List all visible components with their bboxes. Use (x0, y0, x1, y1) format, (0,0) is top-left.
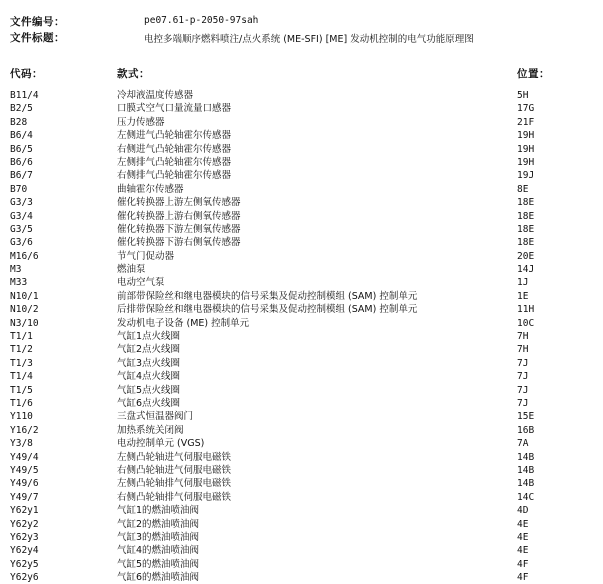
cell-desc: 左侧排气凸轮轴霍尔传感器 (117, 156, 232, 168)
cell-desc: 气缸3的燃油喷油阀 (117, 531, 200, 543)
cell-loc: 7J (517, 397, 529, 409)
cell-loc: 1J (517, 277, 529, 289)
table-row (0, 89, 603, 102)
cell-loc: 21F (517, 116, 535, 128)
column-header-location: 位置： (517, 68, 550, 80)
cell-loc: 7H (517, 331, 529, 343)
cell-desc: 催化转换器上游左侧氧传感器 (117, 197, 241, 209)
cell-loc: 14B (517, 478, 535, 490)
cell-desc: 三盘式恒温器阀门 (117, 411, 194, 423)
cell-desc: 曲轴霍尔传感器 (117, 183, 184, 195)
cell-code: B11/4 (10, 90, 39, 101)
table-row (0, 290, 603, 303)
cell-loc: 14C (517, 491, 535, 503)
cell-desc: 加热系统关闭阀 (117, 424, 184, 436)
cell-loc: 7J (517, 357, 529, 369)
cell-code: G3/3 (10, 197, 33, 209)
cell-code: M33 (10, 277, 28, 289)
cell-code: Y62y3 (10, 531, 39, 543)
cell-desc: 右侧进气凸轮轴霍尔传感器 (117, 143, 232, 155)
cell-code: T1/2 (10, 344, 33, 356)
table-row (0, 437, 603, 450)
table-row (0, 263, 603, 276)
cell-desc: 气缸3点火线圈 (117, 357, 181, 369)
table-row (0, 223, 603, 236)
cell-code: Y3/8 (10, 438, 33, 450)
cell-loc: 4D (517, 505, 529, 517)
cell-loc: 20E (517, 250, 535, 262)
cell-loc: 18E (517, 223, 535, 235)
cell-desc: 气缸5点火线圈 (117, 384, 181, 396)
cell-desc: 气缸6点火线圈 (117, 397, 181, 409)
table-row (0, 303, 603, 316)
table-row (0, 518, 603, 531)
table-row (0, 491, 603, 504)
cell-code: Y110 (10, 411, 33, 423)
table-row (0, 477, 603, 490)
cell-code: G3/5 (10, 223, 33, 235)
cell-code: B6/4 (10, 130, 33, 142)
table-row (0, 343, 603, 356)
table-row (0, 129, 603, 142)
cell-desc: 气缸2的燃油喷油阀 (117, 518, 200, 530)
cell-code: Y49/6 (10, 478, 39, 490)
cell-code: B6/5 (10, 143, 33, 155)
cell-loc: 7J (517, 371, 529, 383)
cell-code: Y49/4 (10, 451, 39, 463)
column-header-code: 代码： (10, 68, 43, 80)
cell-desc: 冷却液温度传感器 (117, 90, 194, 101)
table-row (0, 531, 603, 544)
cell-code: Y62y5 (10, 558, 39, 570)
cell-loc: 14B (517, 451, 535, 463)
cell-desc: 后排带保险丝和继电器模块的信号采集及促动控制模组 (SAM) 控制单元 (117, 304, 418, 316)
cell-code: M3 (10, 264, 22, 276)
cell-desc: 左侧凸轮轴进气伺服电磁铁 (117, 451, 232, 463)
cell-desc: 气缸1的燃油喷油阀 (117, 505, 200, 517)
cell-code: T1/3 (10, 357, 33, 369)
cell-code: M16/6 (10, 250, 39, 262)
cell-loc: 4F (517, 572, 529, 584)
cell-desc: 催化转换器下游右侧氧传感器 (117, 237, 241, 249)
cell-desc: 气缸1点火线圈 (117, 331, 181, 343)
cell-loc: 11H (517, 304, 535, 316)
table-row (0, 558, 603, 571)
cell-code: B6/7 (10, 170, 33, 182)
cell-code: N10/2 (10, 304, 39, 316)
cell-code: Y62y1 (10, 505, 39, 517)
cell-code: G3/4 (10, 210, 33, 222)
table-row (0, 210, 603, 223)
cell-loc: 4E (517, 531, 529, 543)
table-row (0, 102, 603, 115)
cell-desc: 压力传感器 (117, 116, 165, 128)
cell-code: T1/6 (10, 397, 33, 409)
table-row (0, 544, 603, 557)
cell-desc: 气缸4点火线圈 (117, 371, 181, 383)
doc-number: pe07.61-p-2050-97sah (144, 15, 259, 26)
cell-code: Y62y2 (10, 518, 39, 530)
cell-desc: 气缸5的燃油喷油阀 (117, 558, 200, 570)
table-row (0, 317, 603, 330)
cell-code: B6/6 (10, 156, 33, 168)
doc-number-label: 文件编号： (10, 16, 65, 28)
cell-desc: 催化转换器上游右侧氧传感器 (117, 210, 241, 222)
cell-code: B28 (10, 116, 28, 128)
table-row (0, 276, 603, 289)
cell-desc: 右侧排气凸轮轴霍尔传感器 (117, 170, 232, 182)
cell-code: Y62y6 (10, 572, 39, 584)
table-row (0, 370, 603, 383)
table-row (0, 397, 603, 410)
cell-desc: 催化转换器下游左侧氧传感器 (117, 223, 241, 235)
cell-code: T1/5 (10, 384, 33, 396)
table-row (0, 464, 603, 477)
cell-desc: 右侧凸轮轴排气伺服电磁铁 (117, 491, 232, 503)
doc-title: 电控多端顺序燃料喷注/点火系统 (ME-SFI) [ME] 发动机控制的电气功能原理图 (144, 34, 474, 45)
table-row (0, 504, 603, 517)
cell-desc: 电动空气泵 (117, 277, 165, 289)
cell-desc: 前部带保险丝和继电器模块的信号采集及促动控制模组 (SAM) 控制单元 (117, 290, 418, 302)
cell-code: B70 (10, 183, 28, 195)
cell-loc: 17G (517, 103, 535, 115)
cell-desc: 气缸2点火线圈 (117, 344, 181, 356)
cell-loc: 7A (517, 438, 529, 450)
cell-desc: 左侧进气凸轮轴霍尔传感器 (117, 130, 232, 142)
cell-code: N3/10 (10, 317, 39, 329)
cell-code: B2/5 (10, 103, 33, 115)
cell-loc: 5H (517, 90, 529, 101)
table-row (0, 410, 603, 423)
table-row (0, 169, 603, 182)
cell-desc: 发动机电子设备 (ME) 控制单元 (117, 317, 250, 329)
cell-loc: 1E (517, 290, 529, 302)
cell-code: T1/4 (10, 371, 33, 383)
cell-loc: 18E (517, 237, 535, 249)
cell-loc: 14J (517, 264, 535, 276)
cell-code: G3/6 (10, 237, 33, 249)
cell-loc: 18E (517, 197, 535, 209)
cell-desc: 燃油泵 (117, 264, 146, 276)
cell-code: T1/1 (10, 331, 33, 343)
table-row (0, 236, 603, 249)
table-row (0, 196, 603, 209)
cell-loc: 7H (517, 344, 529, 356)
cell-desc: 气缸4的燃油喷油阀 (117, 545, 200, 557)
cell-desc: 口膜式空气口量流量口感器 (117, 103, 232, 115)
cell-loc: 19H (517, 130, 535, 142)
cell-loc: 4E (517, 545, 529, 557)
cell-loc: 4E (517, 518, 529, 530)
cell-loc: 18E (517, 210, 535, 222)
table-row (0, 571, 603, 584)
cell-loc: 16B (517, 424, 535, 436)
doc-title-label: 文件标题： (10, 32, 65, 44)
cell-loc: 10C (517, 317, 535, 329)
cell-desc: 左侧凸轮轴排气伺服电磁铁 (117, 478, 232, 490)
cell-loc: 19J (517, 170, 535, 182)
cell-loc: 8E (517, 183, 529, 195)
cell-loc: 15E (517, 411, 535, 423)
cell-desc: 右侧凸轮轴进气伺服电磁铁 (117, 464, 232, 476)
cell-loc: 4F (517, 558, 529, 570)
cell-desc: 节气门促动器 (117, 250, 175, 262)
cell-code: Y16/2 (10, 424, 39, 436)
table-row (0, 116, 603, 129)
table-row (0, 156, 603, 169)
cell-loc: 19H (517, 156, 535, 168)
cell-code: Y49/7 (10, 491, 39, 503)
table-row (0, 384, 603, 397)
table-row (0, 357, 603, 370)
cell-loc: 7J (517, 384, 529, 396)
table-row (0, 424, 603, 437)
cell-code: Y49/5 (10, 464, 39, 476)
table-row (0, 250, 603, 263)
component-table (0, 89, 603, 584)
cell-code: Y62y4 (10, 545, 39, 557)
cell-loc: 19H (517, 143, 535, 155)
cell-desc: 气缸6的燃油喷油阀 (117, 572, 200, 584)
cell-desc: 电动控制单元 (VGS) (117, 438, 205, 450)
cell-loc: 14B (517, 464, 535, 476)
column-header-desc: 款式： (117, 68, 150, 80)
table-row (0, 183, 603, 196)
table-row (0, 330, 603, 343)
table-row (0, 143, 603, 156)
cell-code: N10/1 (10, 290, 39, 302)
table-row (0, 451, 603, 464)
